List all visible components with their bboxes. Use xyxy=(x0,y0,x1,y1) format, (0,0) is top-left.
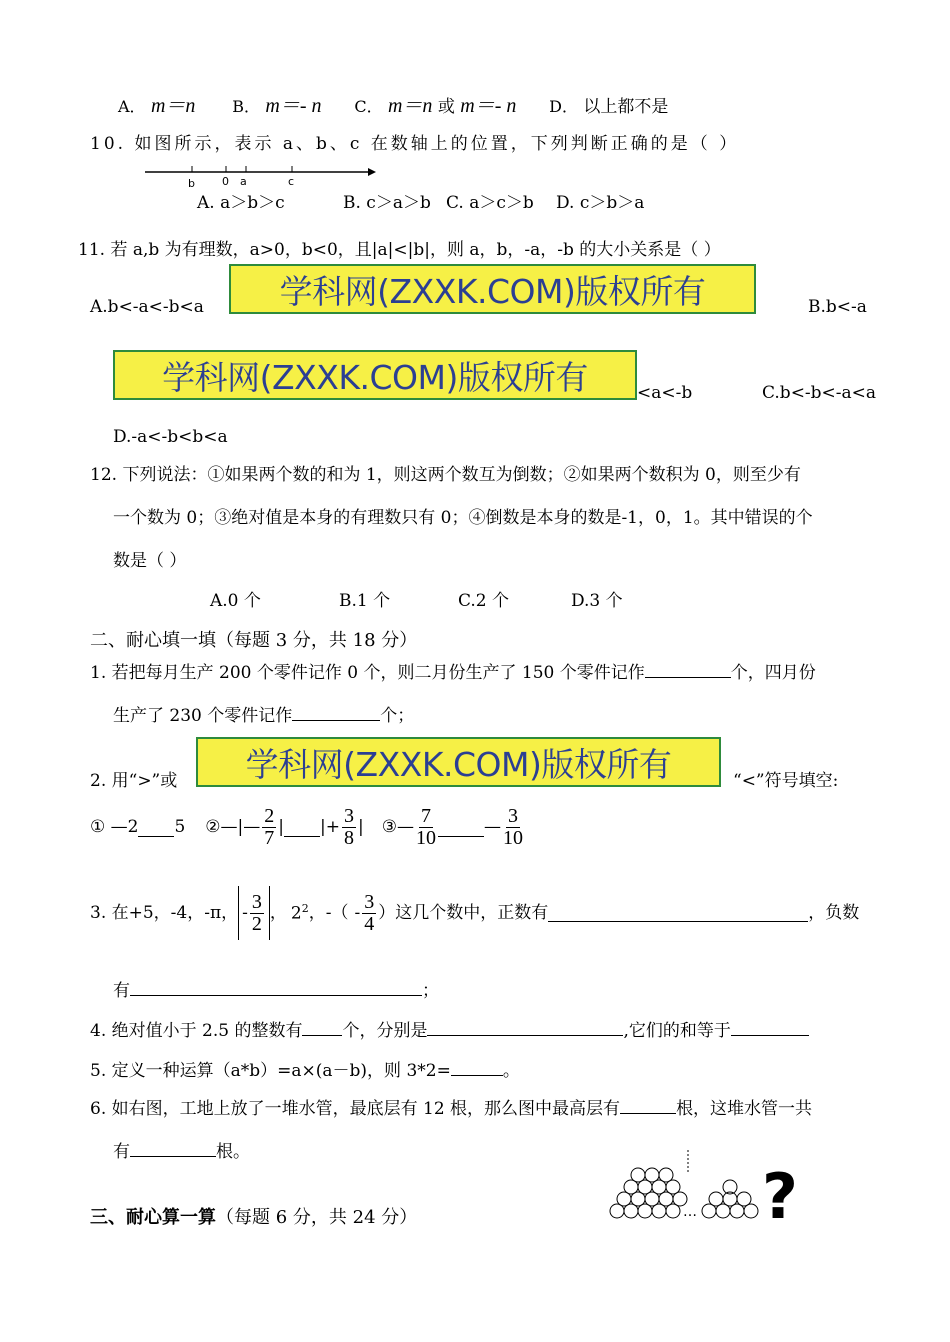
fill-2-blank-2[interactable] xyxy=(284,819,320,837)
q11-opt-a: A.b<-a<-b<a xyxy=(90,297,204,317)
q10-opt-b: B. c＞a＞b xyxy=(343,193,431,213)
fraction-3-8: $\frac{3}{8}$ xyxy=(343,805,354,849)
q10-opt-d: D. c＞b＞a xyxy=(556,193,645,213)
number-line xyxy=(140,160,380,190)
q12-opt-d: D.3 个 xyxy=(571,591,623,611)
q9-c-label: C． xyxy=(354,97,383,116)
q9-options xyxy=(118,94,668,118)
fill-2-item-3: ③— xyxy=(381,817,414,838)
fill-2-item-1: ① —2 xyxy=(90,817,139,838)
q9-c-expr1: m＝n xyxy=(387,95,433,117)
fill-3-blank-1[interactable] xyxy=(548,904,808,922)
q11-opt-d: D.-a<-b<b<a xyxy=(113,427,228,447)
axis-label-0: 0 xyxy=(222,175,229,188)
fill-5-blank[interactable] xyxy=(451,1058,503,1076)
fill-3-line-1: 3. 在+5，-4，-π， - $\frac{3}{2}$ ， $2^2$ ，-（ - $\frac{3}{4}$ ）这几个数中，正数有 ，负数 xyxy=(90,886,859,940)
watermark-banner-1: 学科网(ZXXK.COM)版权所有 xyxy=(229,264,756,314)
fill-3-blank-2[interactable] xyxy=(130,978,422,996)
q9-d-label: D． xyxy=(549,97,579,116)
pipe-ellipsis: … xyxy=(683,1204,697,1220)
fraction-3-10: $\frac{3}{10}$ xyxy=(502,805,523,849)
q11-opt-c: C.b<-b<-a<a xyxy=(762,383,877,403)
q11-opt-b-part2: <a<-b xyxy=(637,383,693,403)
power-2-2: $2^2$ xyxy=(290,901,309,924)
abs-neg-3-2: - $\frac{3}{2}$ xyxy=(238,886,270,940)
q10-stem: 10. 如图所示，表示 a、b、c 在数轴上的位置，下列判断正确的是（ ） xyxy=(90,134,740,154)
axis-label-c: c xyxy=(288,175,295,188)
q12-line-1: 12. 下列说法：①如果两个数的和为 1，则这两个数互为倒数；②如果两个数积为 0，则至少有 xyxy=(90,465,801,485)
q12-opt-a: A.0 个 xyxy=(210,591,261,611)
axis-label-b: b xyxy=(188,177,195,190)
fill-1-blank-1[interactable] xyxy=(645,660,731,678)
q10-opt-c: C. a＞c＞b xyxy=(446,193,534,213)
fill-1-text-b: 个，四月份 xyxy=(730,663,816,683)
q9-a-label: A． xyxy=(118,97,146,116)
q9-c-or: 或 xyxy=(437,97,455,117)
fill-6-blank-2[interactable] xyxy=(130,1139,216,1157)
section-2-title: 二、耐心填一填（每题 3 分，共 18 分） xyxy=(90,630,418,651)
fill-4-blank-1[interactable] xyxy=(302,1018,342,1036)
fill-2-line-1b: “<”符号填空: xyxy=(733,771,839,791)
fill-1-blank-2[interactable] xyxy=(292,703,380,721)
q9-a-expr: m＝n xyxy=(150,95,196,117)
q11-stem: 11. 若 a,b 为有理数，a>0，b<0，且|a|<|b|，则 a，b，-a，-b 的大小关系是（ ） xyxy=(78,240,721,260)
fill-2-blank-1[interactable] xyxy=(138,819,174,837)
q11-opt-b-part1: B.b<-a xyxy=(808,297,867,317)
q10-opt-a: A. a＞b＞c xyxy=(197,193,285,213)
section-3-title: 三、耐心算一算（每题 6 分，共 24 分） xyxy=(90,1207,418,1228)
q9-b-expr: m＝- n xyxy=(265,95,322,117)
q9-b-label: B． xyxy=(232,97,260,116)
watermark-banner-2: 学科网(ZXXK.COM)版权所有 xyxy=(113,350,637,400)
fraction-2-7: $\frac{2}{7}$ xyxy=(264,805,275,849)
pipe-stack-figure xyxy=(604,1148,804,1224)
fraction-7-10: $\frac{7}{10}$ xyxy=(415,805,436,849)
fill-4-blank-2[interactable] xyxy=(427,1018,623,1036)
fill-1-text-c: 生产了 230 个零件记作 xyxy=(113,706,293,726)
fill-2-blank-3[interactable] xyxy=(438,819,484,837)
fill-2-line-2: ① —2 5 ②—|— $\frac{2}{7}$ | |+ $\frac{3}{8}$ | ③— $\frac{7}{10}$ — $\frac{3}{10}$ xyxy=(90,805,523,849)
fill-2-line-1a: 2. 用“>”或 xyxy=(90,771,178,791)
fill-6-line-1: 6. 如右图，工地上放了一堆水管，最底层有 12 根，那么图中最高层有 根，这堆水管一共 xyxy=(90,1096,812,1119)
q12-line-3: 数是（ ） xyxy=(113,551,187,571)
fill-3-line-2: 有 ； xyxy=(113,978,439,1001)
fill-4-blank-3[interactable] xyxy=(731,1018,809,1036)
fill-2-item-1b: 5 xyxy=(174,817,186,838)
fill-5-line: 5. 定义一种运算（a*b）=a×(a－b)，则 3*2= 。 xyxy=(90,1058,520,1081)
fill-1-text-d: 个； xyxy=(380,706,415,726)
axis-label-a: a xyxy=(240,175,247,188)
fill-1-line-2 xyxy=(113,703,414,726)
watermark-banner-3: 学科网(ZXXK.COM)版权所有 xyxy=(196,737,721,787)
q12-opt-b: B.1 个 xyxy=(339,591,391,611)
q12-line-2: 一个数为 0；③绝对值是本身的有理数只有 0；④倒数是本身的数是-1，0，1。其中错误的个 xyxy=(113,508,813,528)
fraction-3-4: $\frac{3}{4}$ xyxy=(364,890,375,935)
fill-1-text-a: 1. 若把每月生产 200 个零件记作 0 个，则二月份生产了 150 个零件记作 xyxy=(90,663,645,683)
fill-2-item-2: ②—|— xyxy=(205,817,261,838)
fill-1-line-1 xyxy=(90,660,816,683)
q9-c-expr2: m＝- n xyxy=(460,95,517,117)
fill-6-blank-1[interactable] xyxy=(620,1096,676,1114)
q12-opt-c: C.2 个 xyxy=(458,591,510,611)
q9-d-text: 以上都不是 xyxy=(583,97,669,117)
fill-4-line: 4. 绝对值小于 2.5 的整数有 个，分别是 ,它们的和等于 xyxy=(90,1018,809,1041)
question-mark: ? xyxy=(762,1160,798,1224)
fill-6-line-2: 有 根。 xyxy=(113,1139,250,1162)
